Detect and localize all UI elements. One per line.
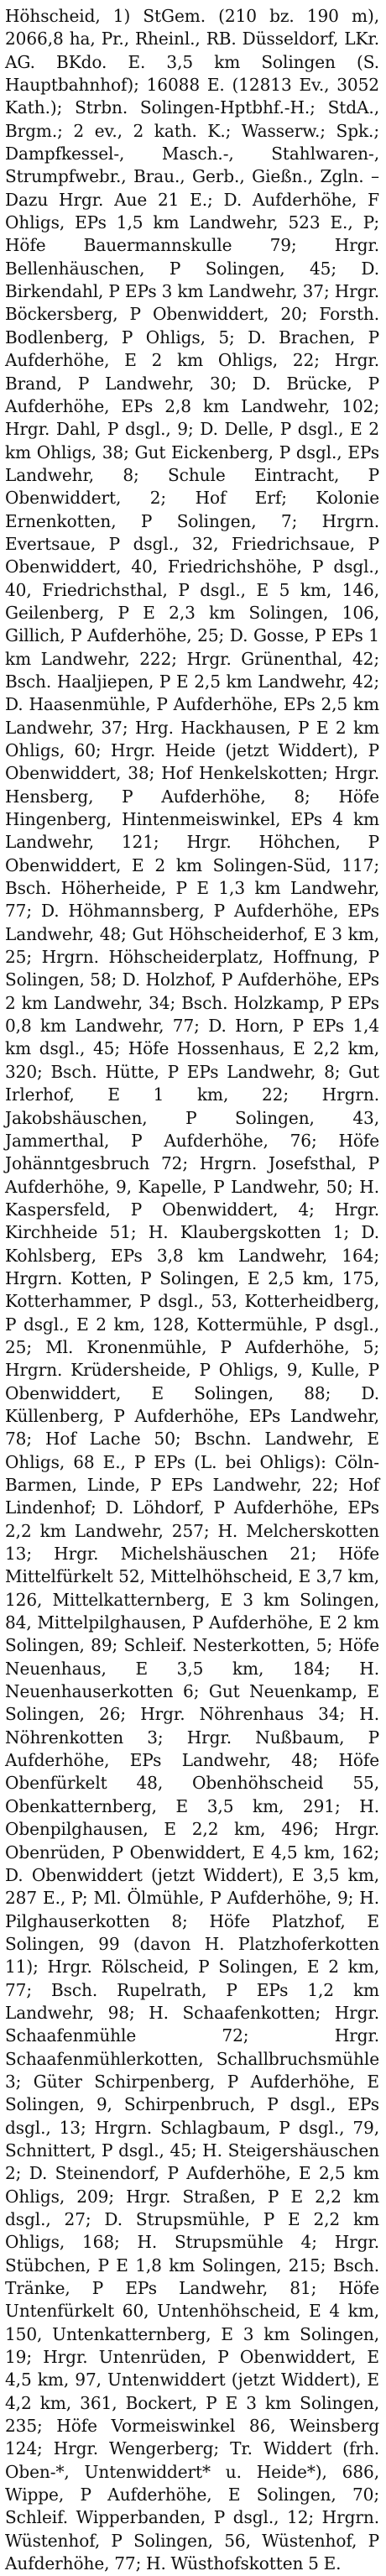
gazetteer-entry-hoehscheid: Höhscheid, 1) StGem. (210 bz. 190 m), 2066,8 ha, Pr., Rheinl., RB. Düsseldorf, LKr. AG. BKdo. E. 3,5 km Solingen (S. Hauptbahnhof); 16088 E. (12813 Ev., 3052 Kath.); Strbn. Solingen-Hptbhf.-H.; StdA., Brgm.; 2 ev., 2 kath. K.; Wasserw.; Spk.; Dampfkessel-, Masch.-, Stahlwaren-, Strumpfwebr., Brau., Gerb., Gießn., Zgln. – Dazu Hrgr. Aue 21 E.; D. Aufderhöhe, F Ohligs, EPs 1,5 km Landwehr, 523 E., P; Höfe Bauermannskulle 79; Hrgr. Bellenhäuschen, P Solingen, 45; D. Birkendahl, P EPs 3 km Landwehr, 37; Hrgr. Böckersberg, P Obenwiddert, 20; Forsth. Bodlenberg, P Ohligs, 5; D. Brachen, P Aufderhöhe, E 2 km Ohligs, 22; Hrgr. Brand, P Landwehr, 30; D. Brücke, P Aufderhöhe, EPs 2,8 km Landwehr, 102; Hrgr. Dahl, P dsgl., 9; D. Delle, P dsgl., E 2 km Ohligs, 38; Gut Eickenberg, P dsgl., EPs Landwehr, 8; Schule Eintracht, P Obenwiddert, 2; Hof Erf; Kolonie Ernenkotten, P Solingen, 7; Hrgrn. Evertsaue, P dsgl., 32, Friedrichsaue, P Obenwiddert, 40, Friedrichshöhe, P dsgl., 40, Friedrichsthal, P dsgl., E 5 km, 146, Geilenberg, P E 2,3 km Solingen, 106, Gillich, P Aufderhöhe, 25; D. Gosse, P EPs 1 km Landwehr, 222; Hrgr. Grünenthal, 42; Bsch. Haaljiepen, P E 2,5 km Landwehr, 42; D. Haasenmühle, P Aufderhöhe, EPs 2,5 km Landwehr, 37; Hrg. Hackhausen, P E 2 km Ohligs, 60; Hrgr. Heide (jetzt Widdert), P Obenwiddert, 38; Hof Henkelskotten; Hrgr. Hensberg, P Aufderhöhe, 8; Höfe Hingenberg, Hintenmeiswinkel, EPs 4 km Landwehr, 121; Hrgr. Höhchen, P Obenwiddert, E 2 km Solingen-Süd, 117; Bsch. Höherheide, P E 1,3 km Landwehr, 77; D. Höhmannsberg, P Aufderhöhe, EPs Landwehr, 48; Gut Höhscheiderhof, E 3 km, 25; Hrgrn. Höhscheiderplatz, Hoffnung, P Solingen, 58; D. Holzhof, P Aufderhöhe, EPs 2 km Landwehr, 34; Bsch. Holzkamp, P EPs 0,8 km Landwehr, 77; D. Horn, P EPs 1,4 km dsgl., 45; Höfe Hossenhaus, E 2,2 km, 320; Bsch. Hütte, P EPs Landwehr, 8; Gut Irlerhof, E 1 km, 22; Hrgrn. Jakobshäuschen, P Solingen, 43, Jammerthal, P Aufderhöhe, 76; Höfe Johänntgesbruch 72; Hrgrn. Josefsthal, P Aufderhöhe, 9, Kapelle, P Landwehr, 50; H. Kaspersfeld, P Obenwiddert, 4; Hrgr. Kirchheide 51; H. Klaubergskotten 1; D. Kohlsberg, EPs 3,8 km Landwehr, 164; Hrgrn. Kotten, P Solingen, E 2,5 km, 175, Kotterhammer, P dsgl., 53, Kotterheidberg, P dsgl., E 2 km, 128, Kottermühle, P dsgl., 25; Ml. Kronenmühle, P Aufderhöhe, 5; Hrgrn. Krüdersheide, P Ohligs, 9, Kulle, P Obenwiddert, E Solingen, 88; D. Küllenberg, P Aufderhöhe, EPs Landwehr, 78; Hof Lache 50; Bschn. Landwehr, E Ohligs, 68 E., P EPs (L. bei Ohligs): Cöln-Barmen, Linde, P EPs Landwehr, 22; Hof Lindenhof; D. Löhdorf, P Aufderhöhe, EPs 2,2 km Landwehr, 257; H. Melcherskotten 13; Hrgr. Michelshäuschen 21; Höfe Mittelfürkelt 52, Mittelhöhscheid, E 3,7 km, 126, Mittelkatternberg, E 3 km Solingen, 84, Mittelpilghausen, P Aufderhöhe, E 2 km Solingen, 89; Schleif. Nesterkotten, 5; Höfe Neuenhaus, E 3,5 km, 184; H. Neuenhauserkotten 6; Gut Neuenkamp, E Solingen, 26; Hrgr. Nöhrenhaus 34; H. Nöhrenkotten 3; Hrgr. Nußbaum, P Aufderhöhe, EPs Landwehr, 48; Höfe Obenfürkelt 48, Obenhöhscheid 55, Obenkatternberg, E 3,5 km, 291; H. Obenpilghausen, E 2,2 km, 496; Hrgr. Obenrüden, P Obenwiddert, E 4,5 km, 162; D. Obenwiddert (jetzt Widdert), E 3,5 km, 287 E., P; Ml. Ölmühle, P Aufderhöhe, 9; H. Pilghauserkotten 8; Höfe Platzhof, E Solingen, 99 (davon H. Platzhoferkotten 11); Hrgr. Rölscheid, P Solingen, E 2 km, 77; Bsch. Rupelrath, P EPs 1,2 km Landwehr, 98; H. Schaafenkotten; Hrgr. Schaafenmühle 72; Hrgr. Schaafenmühlerkotten, Schallbruchsmühle 3; Güter Schirpenberg, P Aufderhöhe, E Solingen, 9, Schirpenbruch, P dsgl., EPs dsgl., 13; Hrgrn. Schlagbaum, P dsgl., 79, Schnittert, P dsgl., 45; H. Steigershäuschen 2; D. Steinendorf, P Aufderhöhe, E 2,5 km Ohligs, 209; Hrgr. Straßen, P E 2,2 km dsgl., 27; D. Strupsmühle, P E 2,2 km Ohligs, 168; H. Strupsmühle 4; Hrgr. Stübchen, P E 1,8 km Solingen, 215; Bsch. Tränke, P EPs Landwehr, 81; Höfe Untenfürkelt 60, Untenhöhscheid, E 4 km, 150, Untenkatternberg, E 3 km Solingen, 19; Hrgr. Untenrüden, P Obenwiddert, E 4,5 km, 97, Untenwiddert (jetzt Widdert), E 4,2 km, 361, Bockert, P E 3 km Solingen, 235; Höfe Vormeiswinkel 86, Weinsberg 124; Hrgr. Wengerberg; Tr. Widdert (frh. Oben-*, Untenwiddert* u. Heide*), 686, Wippe, P Aufderhöhe, E Solingen, 70; Schleif. Wipperbanden, P dsgl., 12; Hrgrn. Wüstenhof, P Solingen, 56, Wüstenhof, P Aufderhöhe, 77; H. Wüsthofskotten 5 E. (5, 6, 379, 2574)
